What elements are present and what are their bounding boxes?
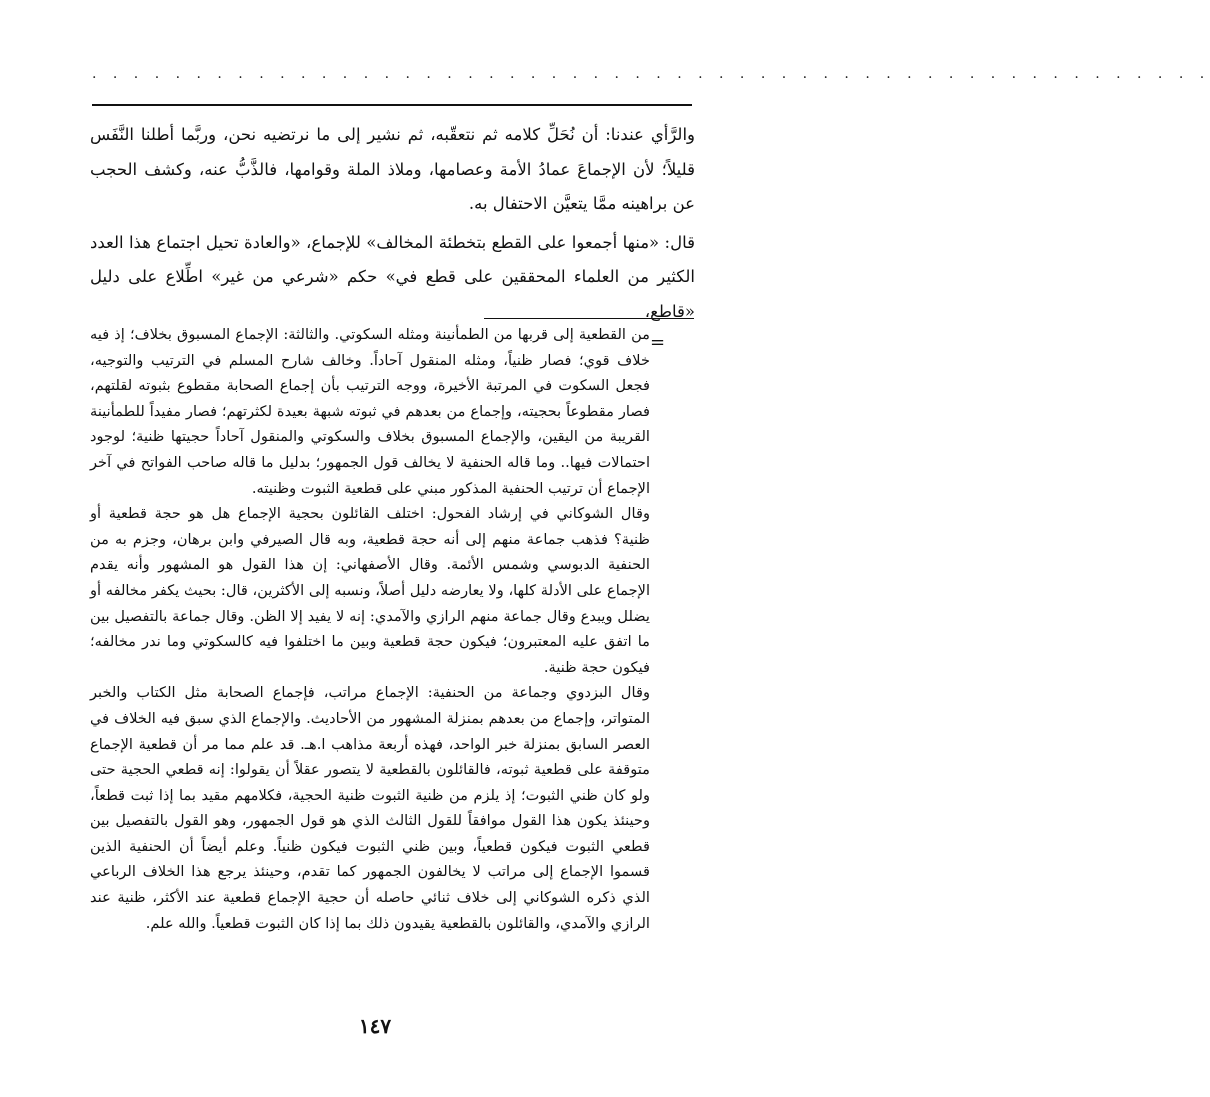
header-rule bbox=[92, 104, 692, 106]
footnote-continuation-mark: = bbox=[650, 332, 666, 353]
footnote-paragraph-3: وقال البزدوي وجماعة من الحنفية: الإجماع مراتب، فإجماع الصحابة مثل الكتاب والخبر المتواتر، وإجماع من بعدهم بمنزلة المشهور من الأحاديث. والإجماع الذي سبق فيه الخلاف في العصر السابق بمنزلة خبر الواحد، فهذه أربعة مذاهب ا.هـ. قد علم مما مر أن قطعية الإجماع متوقفة على قطعية ثبوته، فالقائلون بالقطعية لا يتصور عقلاً أن يقولوا: إنه قطعي الحجية حتى ولو كان ظني الثبوت؛ إذ يلزم من ظنية الثبوت ظنية الحجية، فكلامهم مقيد بما إذا ثبت قطعاً، وحينئذ يكون هذا القول موافقاً للقول الثالث الذي هو قول الجمهور، وهو القول بالتفصيل بين قطعي الثبوت فيكون قطعياً، وبين ظني الثبوت فيكون ظنياً. وعلم أيضاً أن الحنفية الذين قسموا الإجماع إلى مراتب لا يخالفون الجمهور كما تقدم، وحينئذ يرجع هذا الخلاف الرباعي الذي ذكره الشوكاني إلى خلاف ثنائي حاصله أن حجية الإجماع قطعية عند الأكثر، ظنية عند الرازي والآمدي، والقائلون بالقطعية يقيدون ذلك بما إذا كان الثبوت قطعياً. والله علم. bbox=[90, 684, 650, 932]
footnote-separator bbox=[484, 318, 694, 319]
main-text bbox=[90, 118, 695, 333]
main-paragraph-1: والرَّأي عندنا: أن نُحَلِّ كلامه ثم نتعقّبه، ثم نشير إلى ما نرتضيه نحن، وربَّما أطلنا النَّفَس قليلاً؛ لأن الإجماعَ عمادُ الأمة وعصامها، وملاذ الملة وقوامها، فالذَّبُّ عنه، وكشف الحجب عن براهينه ممَّا يتعيَّن الاحتفال به. bbox=[90, 125, 695, 213]
page-number: ١٤٧ bbox=[358, 1014, 392, 1038]
footnote-paragraph-2: وقال الشوكاني في إرشاد الفحول: اختلف القائلون بحجية الإجماع هل هو حجة قطعية أو ظنية؟ فذهب جماعة منهم إلى أنه حجة قطعية، وبه قال الصيرفي وابن برهان، وجزم به من الحنفية الدبوسي وشمس الأئمة. وقال الأصفهاني: إن هذا القول هو المشهور وأنه يقدم الإجماع على الأدلة كلها، ولا يعارضه دليل أصلاً، ونسبه إلى الأكثرين، قال: بحيث يكفر مخالفه أو يضلل ويبدع وقال جماعة منهم الرازي والآمدي: إنه لا يفيد إلا الظن. وقال جماعة بالتفصيل بين ما اتفق عليه المعتبرون؛ فيكون حجة قطعية وبين ما اختلفوا فيه كالسكوتي وما ندر مخالفه؛ فيكون حجة ظنية. bbox=[90, 505, 650, 676]
main-paragraph-2: قال: «منها أجمعوا على القطع بتخطئة المخالف» للإجماع، «والعادة تحيل اجتماع هذا العدد الكثير من العلماء المحققين على قطع في» حكم «شرعي من غير» اطِّلاع على دليل «قاطع، bbox=[90, 232, 695, 321]
header-dotted-line: . . . . . . . . . . . . . . . . . . . . . . . . . . . . . . . . . . . . . . . . . . . . . . . . . . . . . . bbox=[92, 66, 1210, 82]
footnote-paragraph-1: من القطعية إلى قربها من الطمأنينة ومثله السكوتي. والثالثة: الإجماع المسبوق بخلاف؛ إذ فيه خلاف قوي؛ فصار ظنياً، ومثله المنقول آحاداً. وخالف شارح المسلم في الترتيب والتوجيه، فجعل السكوت في المرتبة الأخيرة، ووجه الترتيب بأن إجماع الصحابة مقطوع بثبوته لقلتهم، فصار مقطوعاً بحجيته، وإجماع من بعدهم في ثبوته شبهة بعيدة لكثرتهم؛ فصار مفيداً للطمأنينة القريبة من اليقين، والإجماع المسبوق بخلاف والسكوتي والمنقول آحاداً حجيتها ظنية؛ لوجود احتمالات فيها.. وما قاله الحنفية لا يخالف قول الجمهور؛ بدليل ما قاله صاحب الفواتح في آخر الإجماع أن ترتيب الحنفية المذكور مبني على قطعية الثبوت وظنيته. bbox=[90, 326, 650, 497]
footnotes bbox=[90, 322, 650, 936]
